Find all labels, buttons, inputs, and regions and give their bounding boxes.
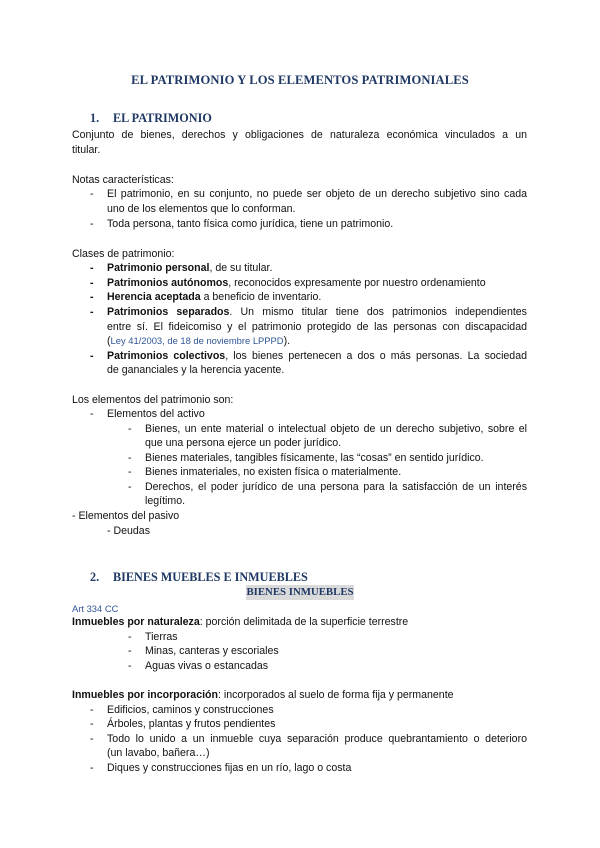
active-label: Elementos del activo	[107, 408, 205, 420]
section-2-title: BIENES MUEBLES E INMUEBLES	[113, 570, 308, 584]
list-dash: -	[90, 291, 94, 303]
list-dash: -	[90, 262, 94, 274]
list-dash: -	[128, 452, 132, 464]
list-dash: -	[90, 408, 94, 420]
section-2-number: 2.	[90, 570, 100, 584]
list-item: Tierras	[145, 631, 178, 643]
law-reference: Ley 41/2003, de 18 de noviembre LPPPD	[110, 335, 284, 346]
list-dash: -	[90, 704, 94, 716]
list-item: (Ley 41/2003, de 18 de noviembre LPPPD).	[107, 335, 291, 347]
definition-line: titular.	[72, 144, 101, 156]
list-item: Todo lo unido a un inmueble cuya separación produce quebrantamiento o deterioro	[107, 733, 527, 745]
document-title: EL PATRIMONIO Y LOS ELEMENTOS PATRIMONIALES	[131, 73, 469, 87]
section-2-heading	[90, 570, 308, 585]
list-item: uno de los elementos que lo conforman.	[107, 203, 296, 215]
list-item: Minas, canteras y escoriales	[145, 645, 279, 657]
list-item: Diques y construcciones fijas en un río, lago o costa	[107, 762, 352, 774]
list-dash: -	[90, 306, 94, 318]
list-item: Patrimonios colectivos, los bienes pertenecen a dos o más personas. La sociedad	[107, 350, 527, 362]
list-item: Árboles, plantas y frutos pendientes	[107, 718, 276, 730]
list-item: Toda persona, tanto física como jurídica, tiene un patrimonio.	[107, 218, 394, 230]
list-dash: -	[128, 645, 132, 657]
list-dash: -	[90, 218, 94, 230]
list-dash: -	[128, 423, 132, 435]
list-item: legítimo.	[145, 495, 186, 507]
list-dash: -	[90, 188, 94, 200]
list-item: Bienes inmateriales, no existen física o materialmente.	[145, 466, 402, 478]
section-1-heading	[90, 111, 212, 126]
list-dash: -	[128, 660, 132, 672]
elements-label: Los elementos del patrimonio son:	[72, 394, 234, 406]
list-item: Edificios, caminos y construcciones	[107, 704, 274, 716]
list-item: Herencia aceptada a beneficio de inventario.	[107, 291, 322, 303]
list-dash: -	[128, 466, 132, 478]
list-item: - Deudas	[107, 525, 150, 537]
list-dash: -	[128, 481, 132, 493]
list-dash: -	[90, 350, 94, 362]
passive-label: - Elementos del pasivo	[72, 510, 180, 522]
list-item: Derechos, el poder jurídico de una persona para la satisfacción de un interés	[145, 481, 527, 493]
notes-label: Notas características:	[72, 174, 174, 186]
subheading: BIENES INMUEBLES	[246, 586, 354, 598]
list-item: Patrimonios separados. Un mismo titular tiene dos patrimonios independientes	[107, 306, 527, 318]
list-item: Aguas vivas o estancadas	[145, 660, 269, 672]
list-item: Patrimonio personal, de su titular.	[107, 262, 273, 274]
definition-line: Conjunto de bienes, derechos y obligaciones de naturaleza económica vinculados a un	[72, 129, 527, 141]
list-dash: -	[90, 718, 94, 730]
list-item: El patrimonio, en su conjunto, no puede ser objeto de un derecho subjetivo sino cada	[107, 188, 527, 200]
nature-definition: Inmuebles por naturaleza: porción delimitada de la superficie terrestre	[72, 616, 409, 628]
list-item: entre sí. El fideicomiso y el patrimonio protegido de las personas con discapacidad	[107, 321, 527, 333]
list-dash: -	[90, 277, 94, 289]
section-1-title: EL PATRIMONIO	[113, 111, 212, 125]
list-dash: -	[128, 631, 132, 643]
list-dash: -	[90, 762, 94, 774]
list-dash: -	[90, 733, 94, 745]
list-item: que una persona ejerce un poder jurídico.	[145, 437, 342, 449]
list-item: Bienes materiales, tangibles físicamente, las “cosas” en sentido jurídico.	[145, 452, 484, 464]
classes-label: Clases de patrimonio:	[72, 248, 175, 260]
section-1-number: 1.	[90, 111, 100, 125]
list-item: Bienes, un ente material o intelectual objeto de un derecho subjetivo, sobre el	[145, 423, 527, 435]
article-reference: Art 334 CC	[72, 603, 119, 614]
list-item: Patrimonios autónomos, reconocidos expresamente por nuestro ordenamiento	[107, 277, 486, 289]
incorporation-definition: Inmuebles por incorporación: incorporados al suelo de forma fija y permanente	[72, 689, 454, 701]
list-item: de gananciales y la herencia yacente.	[107, 364, 285, 376]
list-item: (un lavabo, bañera…)	[107, 747, 210, 759]
